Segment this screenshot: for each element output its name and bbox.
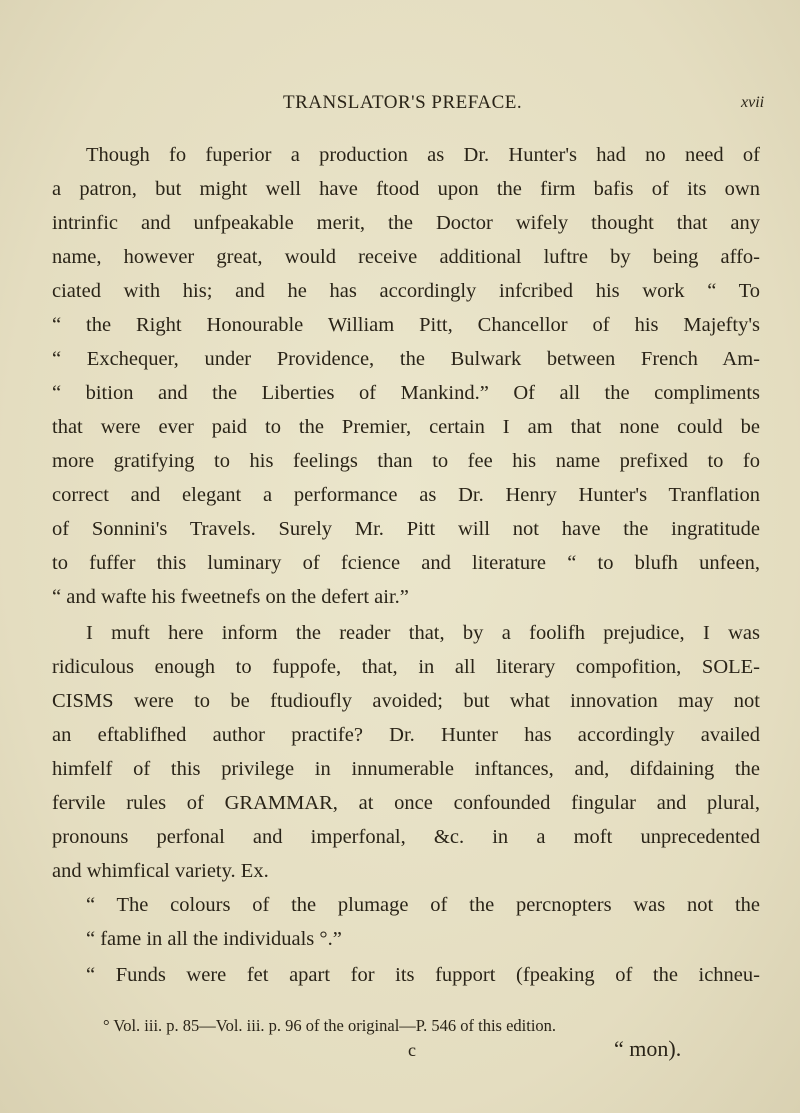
text-line: fervile rules of GRAMMAR, at once confounded fingular and plural,	[52, 792, 760, 814]
text-line: ciated with his; and he has accordingly infcribed his work “ To	[52, 280, 760, 302]
page-number: xvii	[741, 94, 765, 111]
catchword: “ mon).	[614, 1036, 682, 1061]
text-line: intrinfic and unfpeakable merit, the Doctor wifely thought that any	[52, 212, 760, 234]
text-line: “ the Right Honourable William Pitt, Chancellor of his Majefty's	[52, 314, 760, 336]
footnote: ° Vol. iii. p. 85—Vol. iii. p. 96 of the original—P. 546 of this edition.	[103, 1016, 557, 1035]
text-line: correct and elegant a performance as Dr. Henry Hunter's Tranflation	[52, 484, 760, 506]
text-line: I muft here inform the reader that, by a foolifh prejudice, I was	[86, 622, 760, 644]
text-line: a patron, but might well have ftood upon the firm bafis of its own	[52, 178, 760, 200]
text-line: pronouns perfonal and imperfonal, &c. in a moft unprecedented	[52, 826, 760, 848]
text-line: “ bition and the Liberties of Mankind.” Of all the compliments	[52, 382, 760, 404]
text-line: himfelf of this privilege in innumerable inftances, and, difdaining the	[52, 758, 760, 780]
text-line: of Sonnini's Travels. Surely Mr. Pitt will not have the ingratitude	[52, 518, 760, 540]
text-line: ridiculous enough to fuppofe, that, in all literary compofition, SOLE-	[52, 656, 760, 678]
text-line: “ Funds were fet apart for its fupport (fpeaking of the ichneu-	[86, 964, 760, 986]
text-line: “ fame in all the individuals °.”	[86, 928, 342, 950]
text-line: that were ever paid to the Premier, certain I am that none could be	[52, 416, 760, 438]
text-line: “ Exchequer, under Providence, the Bulwark between French Am-	[52, 348, 760, 370]
text-line: “ The colours of the plumage of the percnopters was not the	[86, 894, 760, 916]
text-line: to fuffer this luminary of fcience and literature “ to blufh unfeen,	[52, 552, 760, 574]
text-line: CISMS were to be ftudioufly avoided; but what innovation may not	[52, 690, 760, 712]
text-line: “ and wafte his fweetnefs on the defert air.”	[52, 586, 409, 608]
text-line: name, however great, would receive additional luftre by being affo-	[52, 246, 760, 268]
text-line: Though fo fuperior a production as Dr. Hunter's had no need of	[86, 144, 760, 166]
text-line: and whimfical variety. Ex.	[52, 860, 269, 882]
header-title: TRANSLATOR'S PREFACE.	[283, 92, 523, 113]
signature-mark: c	[408, 1040, 416, 1060]
text-line: an eftablifhed author practife? Dr. Hunter has accordingly availed	[52, 724, 760, 746]
text-line: more gratifying to his feelings than to fee his name prefixed to fo	[52, 450, 760, 472]
running-header	[0, 92, 800, 120]
